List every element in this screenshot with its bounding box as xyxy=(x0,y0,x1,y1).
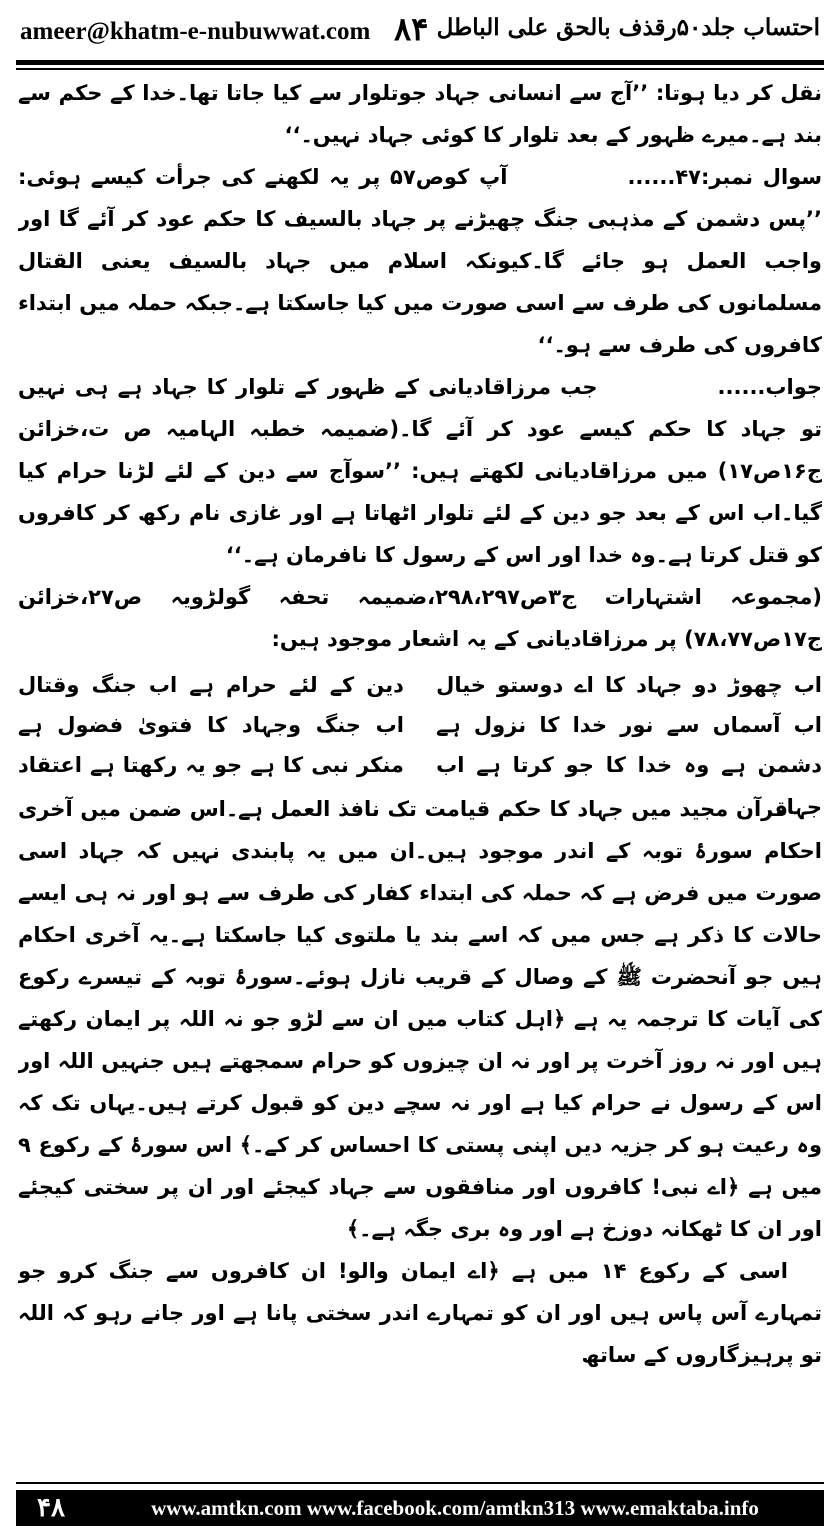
header-email: ameer@khatm-e-nubuwwat.com xyxy=(20,18,371,45)
poem-verse xyxy=(18,704,822,744)
page-header xyxy=(16,8,824,58)
header-rule-thin xyxy=(16,68,824,70)
poem-verse xyxy=(18,744,822,819)
poem xyxy=(18,664,822,819)
poem-hemistich: دشمن ہے وہ خدا کا جو کرتا ہے اب جہاد xyxy=(436,753,822,819)
header-page-number: ۸۴ xyxy=(394,10,429,48)
answer-paragraph xyxy=(18,366,822,576)
running-title: احتساب جلد۵۰رقذف بالحق علی الباطل xyxy=(436,14,820,41)
question-label: سوال نمبر:۴۷...... xyxy=(627,165,822,189)
poem-verse xyxy=(18,664,822,704)
poem-hemistich: دین کے لئے حرام ہے اب جنگ وقتال xyxy=(18,673,404,697)
body-text xyxy=(18,72,822,1452)
answer-text: جب مرزاقادیانی کے ظہور کے تلوار کا جہاد ہے ہی نہیں تو جہاد کا حکم کیسے عود کر آئے گا۔(ضمیمہ خطبہ الہامیہ ص ت،خزائن ج۱۶ص۱۷) میں مرزاقادیانی لکھتے ہیں: ’’سوآج سے دین کے لئے لڑنا حرام کیا گیا۔اب اس کے بعد جو دین کے لئے تلوار اٹھاتا ہے اور غازی نام رکھ کر کافروں کو قتل کرتا ہے۔وہ خدا اور اس کے رسول کا نافرمان ہے۔‘‘ xyxy=(18,375,822,567)
paragraph-last: اسی کے رکوع ۱۴ میں ہے ﴿اے ایمان والو! ان کافروں سے جنگ کرو جو تمہارے آس پاس ہیں اور ان کو تمہارے اندر سختی پانا ہے اور جانے رہو کہ اللہ تو پرہیزگاروں کے ساتھ xyxy=(18,1259,822,1367)
footer-bar xyxy=(16,1490,824,1526)
paragraph-1: نقل کر دیا ہوتا: ’’آج سے انسانی جہاد جوتلوار سے کیا جاتا تھا۔خدا کے حکم سے بند ہے۔میرے ظہور کے بعد تلوار کا کوئی جہاد نہیں۔‘‘ xyxy=(18,81,822,147)
poem-hemistich: اب چھوڑ دو جہاد کا اے دوستو خیال xyxy=(436,673,822,697)
footer-websites: www.amtkn.com www.facebook.com/amtkn313 www.emaktaba.info xyxy=(151,1495,759,1520)
reference-paragraph: (مجموعہ اشتہارات ج۳ص۲۹۸،۲۹۷،ضمیمہ تحفہ گولڑویہ ص۲۷،خزائن ج۱۷ص۷۸،۷۷) پر مرزاقادیانی کے یہ اشعار موجود ہیں: xyxy=(18,585,822,651)
poem-hemistich: اب جنگ وجہاد کا فتویٰ فضول ہے xyxy=(18,713,404,737)
poem-hemistich: اب آسماں سے نور خدا کا نزول ہے xyxy=(436,713,822,737)
page-footer xyxy=(16,1482,824,1526)
answer-label: جواب...... xyxy=(717,375,822,399)
paragraph-quran: قرآن مجید میں جہاد کا حکم قیامت تک نافذ العمل ہے۔اس ضمن میں آخری احکام سورۂ توبہ کے اندر موجود ہیں۔ان میں یہ پابندی نہیں کہ جہاد اسی صورت میں فرض ہے کہ حملہ کی ابتداء کفار کی طرف سے ہو اور نہ ہی ایسے حالات کا ذکر ہے جس میں کہ اسے بند یا ملتوی کیا جاسکتا ہے۔یہ آخری احکام ہیں جو آنحضرت ﷺ کے وصال کے قریب نازل ہوئے۔سورۂ توبہ کے تیسرے رکوع کی آیات کا ترجمہ یہ ہے ﴿اہل کتاب میں ان سے لڑو جو نہ اللہ پر ایمان رکھتے ہیں اور نہ روز آخرت پر اور نہ ان چیزوں کو حرام سمجھتے ہیں جنہیں اللہ اور اس کے رسول نے حرام کیا ہے اور نہ سچے دین کو قبول کرتے ہیں۔یہاں تک کہ وہ رعیت ہو کر جزیہ دیں اپنی پستی کا احساس کر کے۔﴾ اس سورۂ کے رکوع ۹ میں ہے ﴿اے نبی! کافروں اور منافقوں سے جہاد کیجئے اور ان پر سختی کیجئے اور ان کا ٹھکانہ دوزخ ہے اور وہ بری جگہ ہے۔﴾ xyxy=(18,797,822,1241)
question-paragraph xyxy=(18,156,822,366)
poem-hemistich: منکر نبی کا ہے جو یہ رکھتا ہے اعتقاد xyxy=(18,753,404,777)
header-rule-thick xyxy=(16,60,824,65)
question-text: آپ کوص۵۷ پر یہ لکھنے کی جرأت کیسے ہوئی: ’’پس دشمن کے مذہبی جنگ چھیڑنے پر جہاد بالسیف کا حکم عود کر آئے گا اور واجب العمل ہو جائے گا۔کیونکہ اسلام میں جہاد بالسیف یعنی القتال مسلمانوں کی طرف سے اسی صورت میں کیا جاسکتا ہے۔جبکہ حملہ میں ابتداء کافروں کی طرف سے ہو۔‘‘ xyxy=(18,165,822,357)
footer-page-number: ۴۸ xyxy=(37,1493,65,1523)
footer-rule xyxy=(16,1482,824,1484)
